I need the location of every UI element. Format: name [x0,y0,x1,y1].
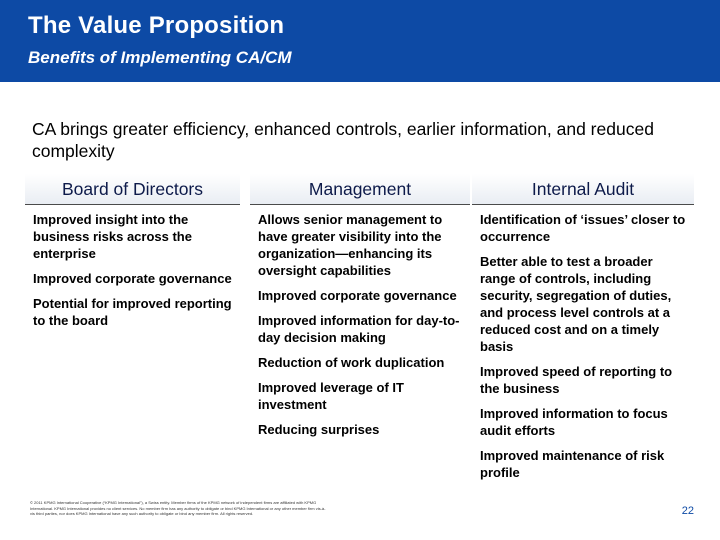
benefit-item: Reduction of work duplication [258,355,445,370]
benefit-item: Improved corporate governance [258,288,457,303]
column-heading: Management [250,174,470,205]
slide-subtitle: Benefits of Implementing CA/CM [28,48,292,67]
internal-audit-column [472,174,694,489]
lead-statement: CA brings greater efficiency, enhanced controls, earlier information, and reduced complexity [32,119,654,161]
board-of-directors-column [25,174,240,337]
benefit-item: Improved corporate governance [33,271,232,286]
benefit-item: Reducing surprises [258,422,380,437]
page-number: 22 [681,505,694,517]
benefit-item: Improved insight into the business risks across the enterprise [33,212,192,261]
benefit-item: Improved leverage of IT investment [258,380,404,412]
benefit-item: Identification of ‘issues’ closer to occurrence [480,212,686,244]
slide-title: The Value Proposition [28,12,285,39]
benefit-item: Improved information for day-to-day decision making [258,313,460,345]
benefit-item: Allows senior management to have greater visibility into the organization—enhancing its oversight capabilities [258,212,443,278]
benefit-item: Better able to test a broader range of controls, including security, segregation of duties, and process level controls at a reduced cost and on a timely basis [480,254,672,354]
benefit-item: Improved maintenance of risk profile [480,448,665,480]
column-heading: Internal Audit [472,174,694,205]
title-bar [0,0,720,82]
column-heading: Board of Directors [25,174,240,205]
benefit-item: Potential for improved reporting to the board [33,296,232,328]
benefit-item: Improved information to focus audit efforts [480,406,668,438]
benefit-item: Improved speed of reporting to the business [480,364,673,396]
copyright-notice: © 2011 KPMG International Cooperative (“KPMG International”), a Swiss entity. Member firms of the KPMG network of independent firms are affiliated with KPMG International. KPMG International provides no client services. No member firm has any authority to obligate or bind KPMG International or any other member firm vis-à-vis third parties, nor does KPMG International have any such authority to obligate or bind any member firm. All rights reserved. [30,500,326,516]
management-column [250,174,470,446]
